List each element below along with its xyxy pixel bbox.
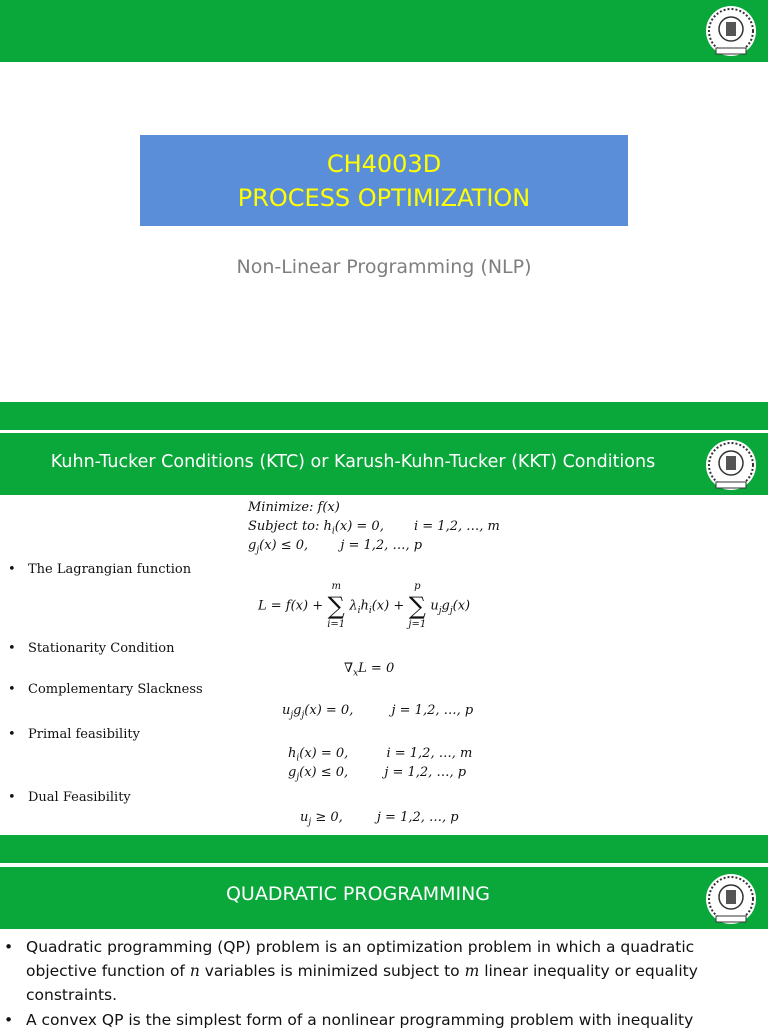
- dual-equation: $u_j \ge 0$, j = 1,2, …, p: [300, 810, 459, 828]
- qp-paragraph-1: • Quadratic programming (QP) problem is an optimization problem in which a quadratic objective function of n variables is minimized subject to m linear inequality or equality constraints.: [4, 938, 698, 1004]
- bullet-slackness: • Complementary Slackness: [8, 682, 203, 697]
- slide2-footer-bar: [0, 835, 768, 863]
- subject-to-label: Subject to: h: [248, 519, 332, 534]
- problem-subject-to: Subject to: $h_i(x) = 0$, i = 1,2, …, m: [248, 519, 500, 537]
- slide2-title: Kuhn-Tucker Conditions (KTC) or Karush-Kuhn-Tucker (KKT) Conditions: [50, 452, 656, 472]
- primal-h-equation: $h_i(x) = 0$, i = 1,2, …, m: [288, 746, 473, 764]
- institute-logo-icon: [704, 4, 758, 58]
- g-constraint-index: j = 1,2, …, p: [340, 538, 423, 553]
- slide1-header-bar: [0, 0, 768, 62]
- slackness-equation: $u_jg_j(x) = 0$, j = 1,2, …, p: [282, 703, 474, 721]
- course-title: PROCESS OPTIMIZATION: [237, 184, 531, 212]
- slide3-title: QUADRATIC PROGRAMMING: [225, 883, 491, 905]
- qp-paragraph-2: • A convex QP is the simplest form of a nonlinear programming problem with inequality: [4, 1011, 694, 1029]
- g-constraint-text: (x) ≤ 0,: [259, 538, 309, 553]
- lagrangian-equation: L = f(x) + m ∑ i=1 $\lambda_ih_i(x)$ + p ∑ j=1 $u_jg_j(x)$: [258, 581, 471, 630]
- primal-g-equation: $g_j(x) \le 0$, j = 1,2, …, p: [288, 765, 467, 783]
- bullet-primal: • Primal feasibility: [8, 727, 140, 742]
- lecture-subtitle: Non-Linear Programming (NLP): [236, 256, 532, 278]
- bullet-lagrangian: • The Lagrangian function: [8, 562, 192, 577]
- bullet-stationarity: • Stationarity Condition: [8, 641, 175, 656]
- institute-logo-icon: [704, 872, 758, 926]
- course-code: CH4003D: [326, 150, 442, 178]
- bullet-dual: • Dual Feasibility: [8, 790, 131, 805]
- slide1-footer-bar: [0, 402, 768, 430]
- sum-j-symbol: p ∑ j=1: [408, 581, 427, 630]
- institute-logo-icon: [704, 438, 758, 492]
- sum-i-symbol: m ∑ i=1: [327, 581, 346, 630]
- stationarity-equation: $\nabla_xL = 0$: [344, 661, 395, 679]
- subject-to-index: i = 1,2, …, m: [413, 519, 500, 534]
- problem-minimize: Minimize: f(x): [248, 500, 340, 515]
- course-title-box: [140, 135, 628, 226]
- problem-g-constraint: $g_j(x) \le 0$, j = 1,2, …, p: [248, 538, 423, 556]
- subject-to-tail: (x) = 0,: [334, 519, 384, 534]
